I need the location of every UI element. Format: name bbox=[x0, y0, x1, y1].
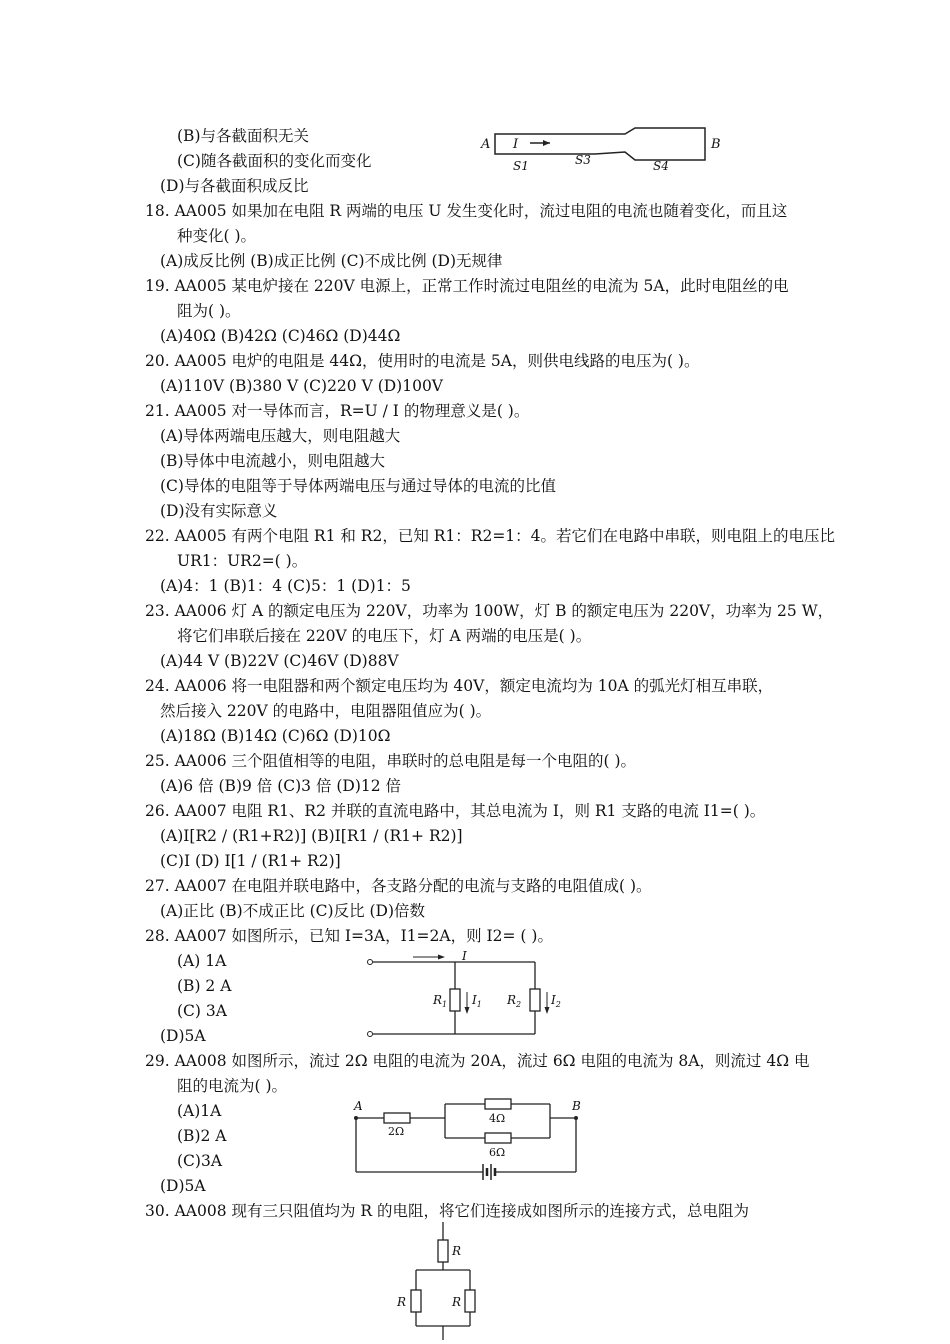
question-26: 26. AA007 电阻 R1、R2 并联的直流电路中，其总电流为 I，则 R1 支路的电流 I1=( )。 bbox=[145, 802, 766, 820]
label-s3: S3 bbox=[575, 153, 591, 167]
option-17c: (C)随各截面积的变化而变化 bbox=[177, 152, 372, 170]
question-22: 22. AA005 有两个电阻 R1 和 R2，已知 R1：R2=1：4。若它们在电路中串联，则电阻上的电压比 bbox=[145, 527, 836, 545]
label-r2: $R_2$ bbox=[507, 993, 522, 1009]
question-30: 30. AA008 现有三只阻值均为 R 的电阻，将它们连接成如图所示的连接方式，总电阻为 bbox=[145, 1202, 750, 1220]
option-29c: (C)3A bbox=[177, 1152, 223, 1170]
question-18: 18. AA005 如果加在电阻 R 两端的电压 U 发生变化时，流过电阻的电流也随着变化，而且这 bbox=[145, 202, 788, 220]
question-27: 27. AA007 在电阻并联电路中，各支路分配的电流与支路的电阻值成( )。 bbox=[145, 877, 652, 895]
question-19: 19. AA005 某电炉接在 220V 电源上，正常工作时流过电阻丝的电流为 5A，此时电阻丝的电 bbox=[145, 277, 789, 295]
option-28d: (D)5A bbox=[160, 1027, 206, 1045]
label-r-left: R bbox=[397, 1295, 407, 1309]
label-i: I bbox=[513, 137, 519, 152]
options-20: (A)110V (B)380 V (C)220 V (D)100V bbox=[160, 377, 443, 395]
option-21d: (D)没有实际意义 bbox=[160, 502, 278, 520]
question-21: 21. AA005 对一导体而言，R=U / I 的物理意义是( )。 bbox=[145, 402, 530, 420]
label-b: B bbox=[572, 1099, 581, 1113]
question-24: 24. AA006 将一电阻器和两个额定电压均为 40V，额定电流均为 10A 的弧光灯相互串联， bbox=[145, 677, 774, 695]
option-29d: (D)5A bbox=[160, 1177, 206, 1195]
question-29-cont: 阻的电流为( )。 bbox=[177, 1077, 288, 1095]
question-25: 25. AA006 三个阻值相等的电阻，串联时的总电阻是每一个电阻的( )。 bbox=[145, 752, 636, 770]
label-r1: $R_1$ bbox=[433, 993, 448, 1009]
label-s1: S1 bbox=[513, 159, 529, 173]
label-a: A bbox=[354, 1099, 363, 1113]
options-27: (A)正比 (B)不成正比 (C)反比 (D)倍数 bbox=[160, 902, 426, 920]
options-26-ab: (A)I[R2 / (R1+R2)] (B)I[R1 / (R1+ R2)] bbox=[160, 827, 463, 845]
label-r-right: R bbox=[452, 1295, 462, 1309]
label-a: A bbox=[481, 137, 491, 152]
option-21b: (B)导体中电流越小，则电阻越大 bbox=[160, 452, 385, 470]
three-resistor-figure bbox=[390, 1222, 500, 1342]
label-r-top: R bbox=[452, 1244, 462, 1258]
options-19: (A)40Ω (B)42Ω (C)46Ω (D)44Ω bbox=[160, 327, 401, 345]
question-18-cont: 种变化( )。 bbox=[177, 227, 257, 245]
option-17b: (B)与各截面积无关 bbox=[177, 127, 309, 145]
question-24-cont: 然后接入 220V 的电路中，电阻器阻值应为( )。 bbox=[160, 702, 492, 720]
question-23: 23. AA006 灯 A 的额定电压为 220V，功率为 100W，灯 B 的额定电压为 220V，功率为 25 W， bbox=[145, 602, 834, 620]
option-29a: (A)1A bbox=[177, 1102, 222, 1120]
label-4-ohm: 4Ω bbox=[489, 1112, 506, 1125]
option-17d: (D)与各截面积成反比 bbox=[160, 177, 309, 195]
conductor-figure bbox=[475, 124, 725, 174]
question-20: 20. AA005 电炉的电阻是 44Ω，使用时的电流是 5A，则供电线路的电压为( )。 bbox=[145, 352, 700, 370]
question-19-cont: 阻为( )。 bbox=[177, 302, 241, 320]
question-28: 28. AA007 如图所示，已知 I=3A，I1=2A，则 I2= ( )。 bbox=[145, 927, 553, 945]
option-21a: (A)导体两端电压越大，则电阻越大 bbox=[160, 427, 401, 445]
question-29: 29. AA008 如图所示，流过 2Ω 电阻的电流为 20A，流过 6Ω 电阻的电流为 8A，则流过 4Ω 电 bbox=[145, 1052, 810, 1070]
label-s4: S4 bbox=[653, 159, 669, 173]
label-i2: $I_2$ bbox=[551, 993, 561, 1009]
label-i-total: I bbox=[462, 949, 467, 963]
label-6-ohm: 6Ω bbox=[489, 1146, 506, 1159]
label-2-ohm: 2Ω bbox=[388, 1125, 405, 1138]
options-24: (A)18Ω (B)14Ω (C)6Ω (D)10Ω bbox=[160, 727, 391, 745]
options-25: (A)6 倍 (B)9 倍 (C)3 倍 (D)12 倍 bbox=[160, 777, 402, 795]
label-b: B bbox=[711, 137, 721, 152]
option-28a: (A) 1A bbox=[177, 952, 227, 970]
question-22-cont: UR1：UR2=( )。 bbox=[177, 552, 308, 570]
options-18: (A)成反比例 (B)成正比例 (C)不成比例 (D)无规律 bbox=[160, 252, 503, 270]
options-22: (A)4：1 (B)1：4 (C)5：1 (D)1：5 bbox=[160, 577, 411, 595]
option-29b: (B)2 A bbox=[177, 1127, 227, 1145]
parallel-circuit-figure bbox=[365, 949, 561, 1042]
options-26-cd: (C)I (D) I[1 / (R1+ R2)] bbox=[160, 852, 341, 870]
label-i1: $I_1$ bbox=[472, 993, 482, 1009]
option-28c: (C) 3A bbox=[177, 1002, 227, 1020]
series-parallel-circuit-figure bbox=[350, 1100, 590, 1180]
option-21c: (C)导体的电阻等于导体两端电压与通过导体的电流的比值 bbox=[160, 477, 556, 495]
question-23-cont: 将它们串联后接在 220V 的电压下，灯 A 两端的电压是( )。 bbox=[177, 627, 592, 645]
options-23: (A)44 V (B)22V (C)46V (D)88V bbox=[160, 652, 399, 670]
option-28b: (B) 2 A bbox=[177, 977, 232, 995]
